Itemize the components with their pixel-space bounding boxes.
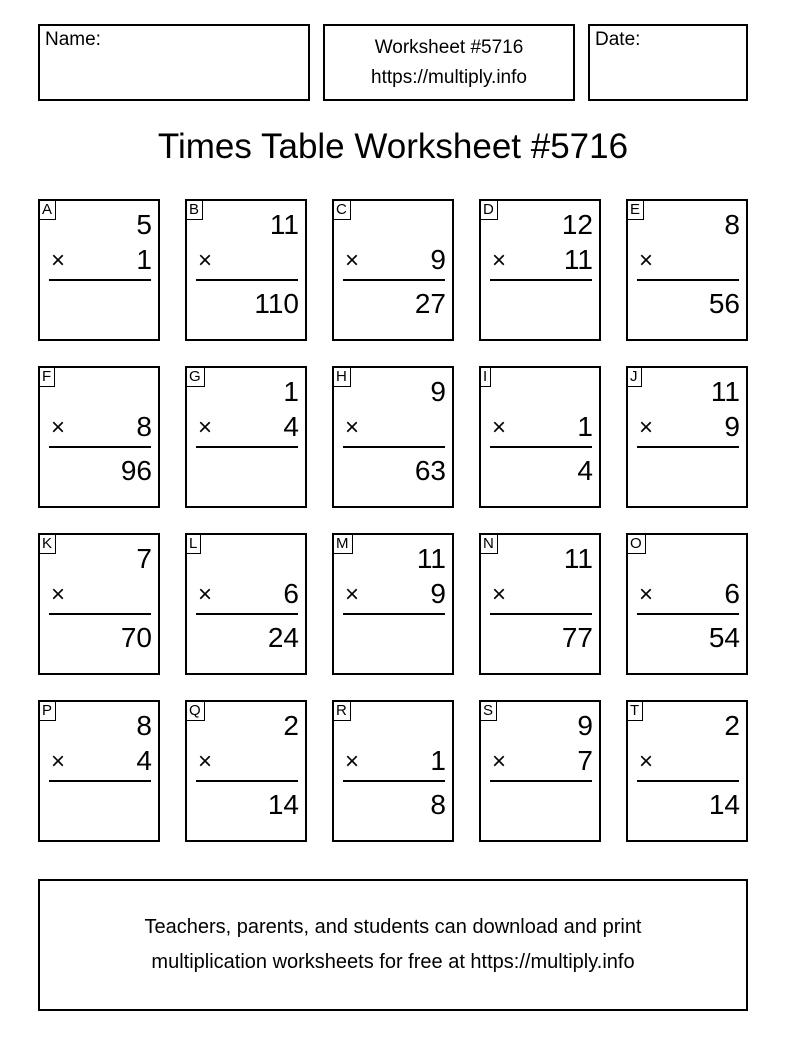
times-sign: × xyxy=(51,581,66,608)
product: 24 xyxy=(267,622,299,653)
product: 77 xyxy=(561,622,593,653)
name-label: Name: xyxy=(45,29,101,50)
multiplier: 6 xyxy=(283,578,299,609)
times-sign: × xyxy=(345,247,360,274)
page-title: Times Table Worksheet #5716 xyxy=(157,127,629,166)
answer-line xyxy=(196,780,298,782)
product: 4 xyxy=(577,455,593,486)
multiplier: 1 xyxy=(136,244,152,275)
problem-label: C xyxy=(334,201,351,220)
problem-card xyxy=(38,199,160,341)
date-box xyxy=(588,24,748,101)
footer-text-line-1: Teachers, parents, and students can download and print xyxy=(144,916,642,938)
times-sign: × xyxy=(198,748,213,775)
answer-line xyxy=(637,446,739,448)
times-sign: × xyxy=(492,581,507,608)
answer-line xyxy=(490,780,592,782)
problem-card xyxy=(479,533,601,675)
times-sign: × xyxy=(198,414,213,441)
problem-card xyxy=(38,366,160,508)
product: 110 xyxy=(254,288,299,319)
problem-card xyxy=(626,199,748,341)
times-sign: × xyxy=(198,581,213,608)
multiplier: 9 xyxy=(724,411,740,442)
problem-label: A xyxy=(40,201,56,220)
product: 14 xyxy=(267,789,299,820)
answer-line xyxy=(49,446,151,448)
answer-line xyxy=(343,446,445,448)
answer-line xyxy=(49,613,151,615)
product: 54 xyxy=(708,622,740,653)
answer-line xyxy=(490,279,592,281)
multiplier: 1 xyxy=(430,745,446,776)
times-sign: × xyxy=(639,581,654,608)
times-sign: × xyxy=(639,414,654,441)
times-sign: × xyxy=(51,748,66,775)
multiplicand: 2 xyxy=(724,710,740,741)
footer-text-line-2: multiplication worksheets for free at https://multiply.info xyxy=(151,951,635,973)
multiplier: 6 xyxy=(724,578,740,609)
product: 8 xyxy=(430,789,446,820)
times-sign: × xyxy=(639,748,654,775)
answer-line xyxy=(196,613,298,615)
answer-line xyxy=(49,279,151,281)
times-sign: × xyxy=(345,414,360,441)
answer-line xyxy=(637,279,739,281)
problem-label: D xyxy=(481,201,498,220)
problem-card xyxy=(185,199,307,341)
product: 56 xyxy=(708,288,740,319)
product: 27 xyxy=(414,288,446,319)
problem-card xyxy=(626,533,748,675)
problem-label: I xyxy=(481,368,491,387)
product: 63 xyxy=(414,455,446,486)
multiplier: 4 xyxy=(136,745,152,776)
problem-card xyxy=(626,366,748,508)
answer-line xyxy=(196,279,298,281)
times-sign: × xyxy=(492,414,507,441)
problem-card xyxy=(332,533,454,675)
times-sign: × xyxy=(492,247,507,274)
problem-card xyxy=(332,366,454,508)
problem-card xyxy=(38,700,160,842)
worksheet-info-box xyxy=(323,24,575,101)
problem-card xyxy=(479,199,601,341)
problem-label: J xyxy=(628,368,642,387)
answer-line xyxy=(343,780,445,782)
times-sign: × xyxy=(198,247,213,274)
problem-label: T xyxy=(628,702,643,721)
product: 70 xyxy=(120,622,152,653)
name-box xyxy=(38,24,310,101)
multiplicand: 9 xyxy=(430,376,446,407)
problem-card xyxy=(185,700,307,842)
multiplicand: 9 xyxy=(577,710,593,741)
multiplier: 9 xyxy=(430,578,446,609)
problem-label: O xyxy=(628,535,646,554)
problem-label: M xyxy=(334,535,353,554)
problem-grid xyxy=(38,199,750,844)
times-sign: × xyxy=(345,748,360,775)
times-sign: × xyxy=(51,247,66,274)
problem-label: Q xyxy=(187,702,205,721)
problem-card xyxy=(332,700,454,842)
answer-line xyxy=(196,446,298,448)
problem-card xyxy=(626,700,748,842)
problem-label: N xyxy=(481,535,498,554)
problem-label: E xyxy=(628,201,644,220)
date-label: Date: xyxy=(595,29,641,50)
multiplicand: 2 xyxy=(283,710,299,741)
problem-label: G xyxy=(187,368,205,387)
problem-label: K xyxy=(40,535,56,554)
answer-line xyxy=(343,279,445,281)
answer-line xyxy=(490,446,592,448)
worksheet-number: Worksheet #5716 xyxy=(374,37,524,58)
problem-label: F xyxy=(40,368,55,387)
answer-line xyxy=(49,780,151,782)
problem-label: H xyxy=(334,368,351,387)
footer-box xyxy=(38,879,748,1011)
problem-label: L xyxy=(187,535,201,554)
multiplier: 7 xyxy=(577,745,593,776)
multiplier: 9 xyxy=(430,244,446,275)
problem-label: R xyxy=(334,702,351,721)
answer-line xyxy=(343,613,445,615)
answer-line xyxy=(490,613,592,615)
product: 96 xyxy=(120,455,152,486)
multiplicand: 12 xyxy=(561,209,593,240)
problem-label: S xyxy=(481,702,497,721)
multiplier: 11 xyxy=(563,244,593,275)
problem-card xyxy=(332,199,454,341)
answer-line xyxy=(637,780,739,782)
problem-card xyxy=(185,533,307,675)
multiplicand: 8 xyxy=(136,710,152,741)
multiplicand: 11 xyxy=(710,376,740,407)
problem-card xyxy=(38,533,160,675)
times-sign: × xyxy=(51,414,66,441)
problem-card xyxy=(479,366,601,508)
problem-label: B xyxy=(187,201,203,220)
product: 14 xyxy=(708,789,740,820)
answer-line xyxy=(637,613,739,615)
multiplicand: 11 xyxy=(416,543,446,574)
multiplier: 8 xyxy=(136,411,152,442)
times-sign: × xyxy=(492,748,507,775)
multiplicand: 11 xyxy=(269,209,299,240)
multiplier: 4 xyxy=(283,411,299,442)
problem-card xyxy=(479,700,601,842)
times-sign: × xyxy=(639,247,654,274)
problem-card xyxy=(185,366,307,508)
multiplicand: 8 xyxy=(724,209,740,240)
multiplicand: 11 xyxy=(563,543,593,574)
multiplicand: 7 xyxy=(136,543,152,574)
multiplier: 1 xyxy=(577,411,593,442)
times-sign: × xyxy=(345,581,360,608)
multiplicand: 1 xyxy=(283,376,299,407)
worksheet-url: https://multiply.info xyxy=(371,67,527,88)
problem-label: P xyxy=(40,702,56,721)
multiplicand: 5 xyxy=(136,209,152,240)
